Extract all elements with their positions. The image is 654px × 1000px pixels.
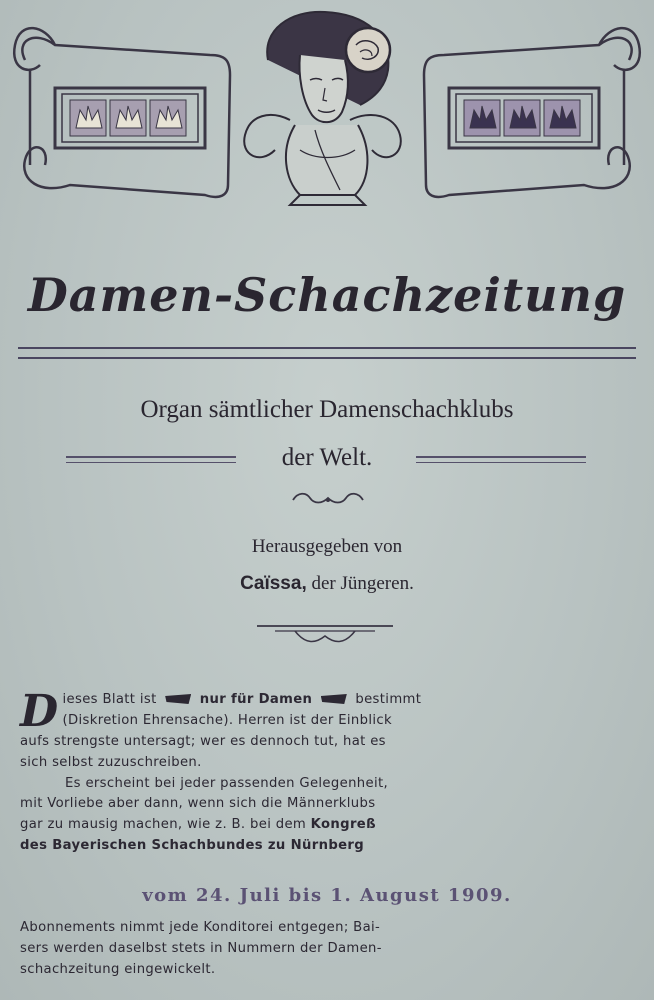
notice-line: sich selbst zuzuschreiben. [20, 754, 202, 770]
pointing-hand-icon [165, 694, 191, 704]
notice-emphasis: Kongreß [310, 817, 376, 833]
right-crown-icons [464, 100, 580, 136]
notice-text: gar zu mausig machen, wie z. B. bei dem [20, 817, 307, 833]
closing-line: schachzeitung eingewickelt. [20, 961, 216, 977]
pointing-hand-icon [321, 694, 347, 704]
closing-line: sers werden daselbst stets in Nummern der Damen- [20, 940, 382, 956]
subtitle-line-2: der Welt. [281, 444, 373, 471]
notice-emphasis: nur für Damen [199, 692, 313, 707]
notice-text: ieses Blatt ist [62, 692, 157, 707]
editor-line [0, 573, 654, 595]
notice-line [20, 815, 638, 836]
editor-name: Caïssa, [240, 573, 307, 594]
closing-line: Abonnements nimmt jede Konditorei entgegen; Bai- [20, 920, 381, 935]
drop-cap: D [20, 686, 59, 737]
masthead-double-rule [18, 347, 636, 359]
subtitle-line-1: Organ sämtlicher Damenschachklubs [140, 396, 514, 423]
small-scroll-ornament [288, 490, 368, 510]
left-crown-icons [70, 100, 186, 136]
art-nouveau-header-ornament [0, 0, 654, 215]
notice-body [20, 686, 638, 857]
notice-line: mit Vorliebe aber dann, wenn sich die Männerklubs [20, 796, 376, 812]
notice-line: aufs strengste untersagt; wer es dennoch tut, hat es [20, 734, 386, 749]
editor-intro: Herausgegeben von [251, 536, 403, 557]
congress-dates: vom 24. Juli bis 1. August 1909. [142, 885, 512, 906]
subtitle-right-rule [416, 456, 586, 463]
notice-text: bestimmt [355, 692, 422, 707]
woman-portrait-illustration [244, 12, 401, 205]
divider-ornament [255, 620, 395, 650]
notice-line [20, 690, 638, 711]
notice-line: des Bayerischen Schachbundes zu Nürnberg [20, 837, 365, 853]
notice-line: (Diskretion Ehrensache). Herren ist der Einblick [62, 712, 392, 728]
editor-rest: der Jüngeren. [306, 573, 414, 594]
closing-notice [20, 918, 638, 980]
masthead-title: Damen-Schachzeitung [27, 268, 627, 322]
notice-line: Es erscheint bei jeder passenden Gelegenheit, [65, 775, 389, 791]
